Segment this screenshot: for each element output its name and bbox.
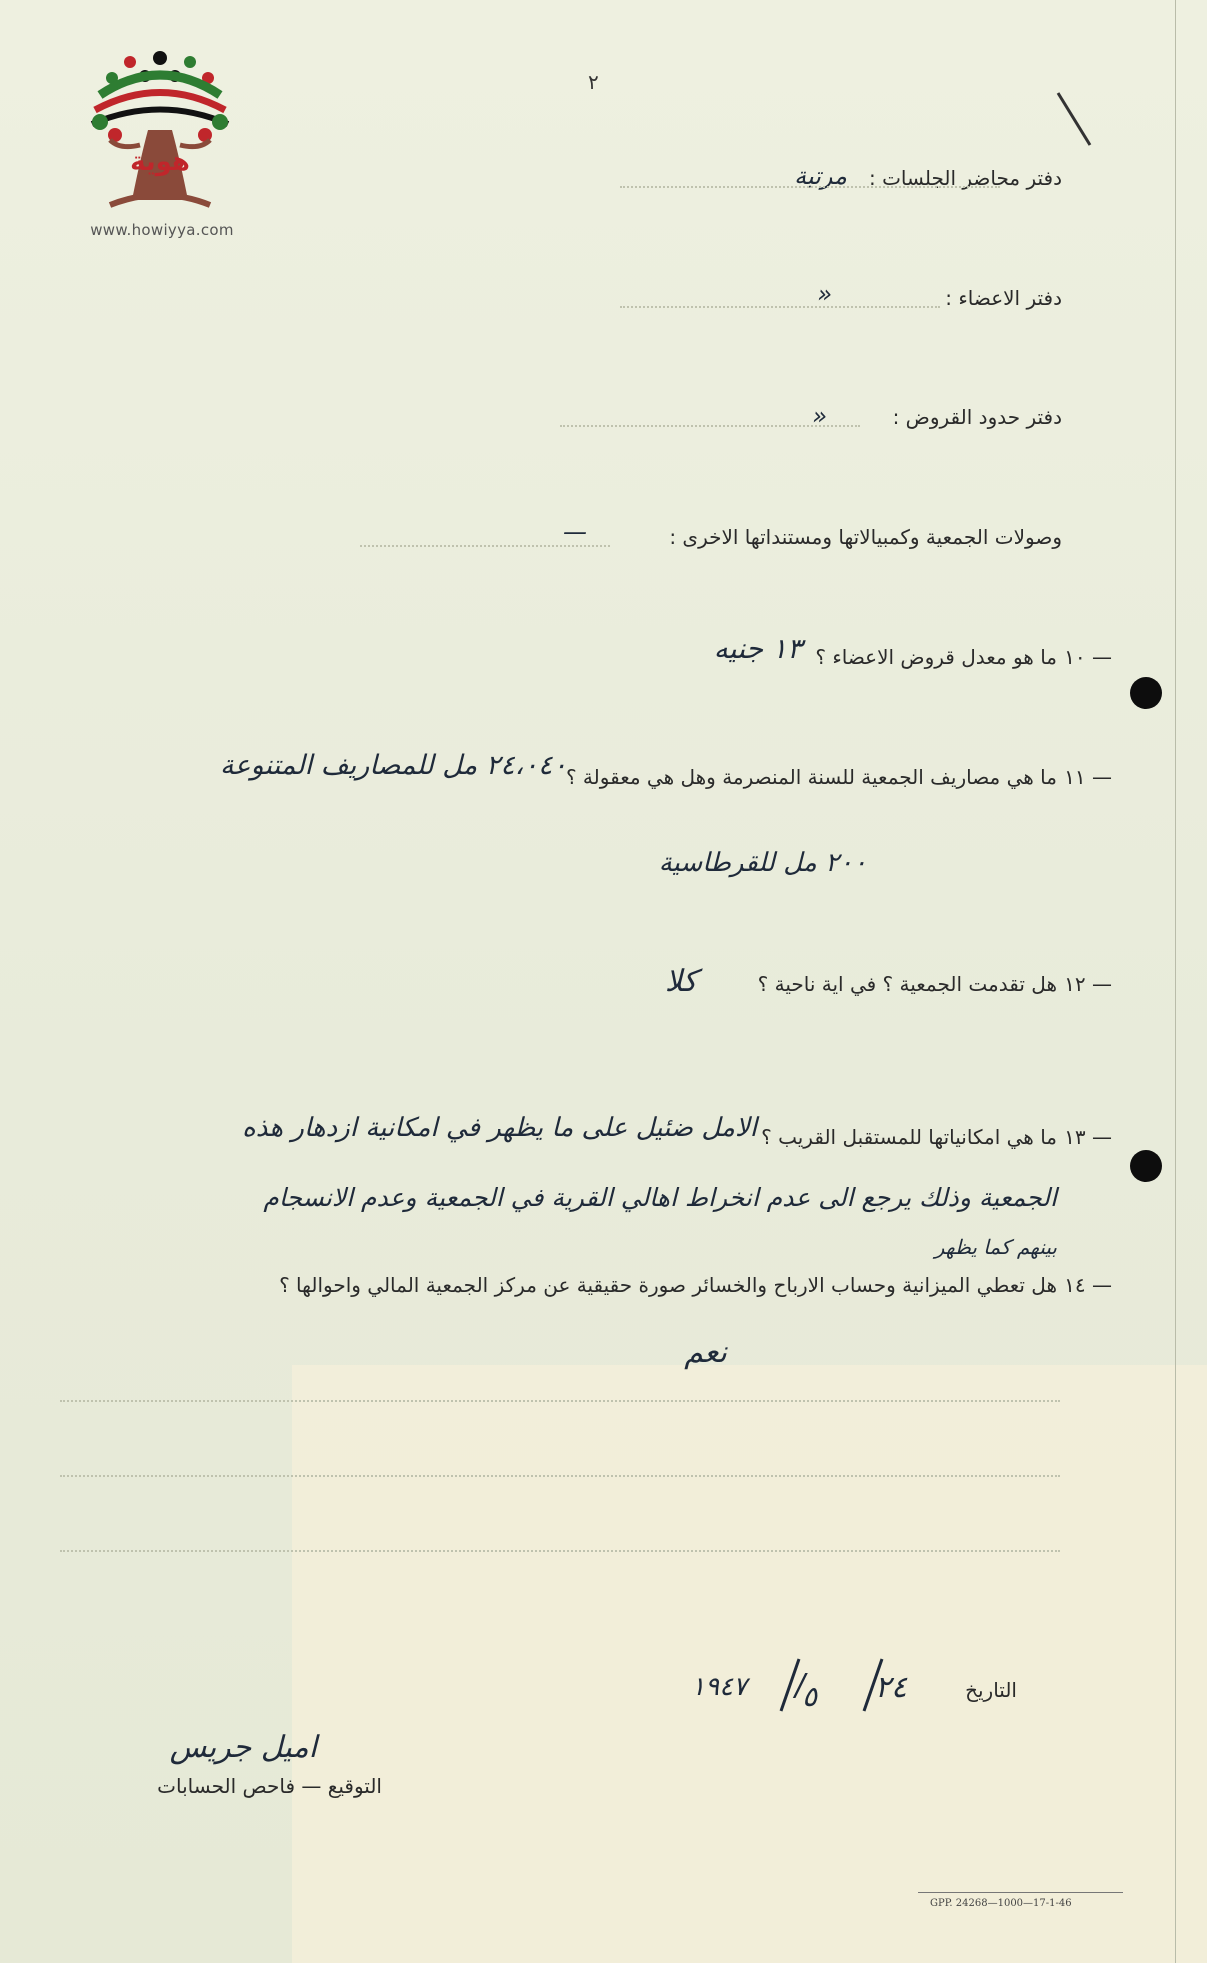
dotted-line <box>60 1550 1060 1552</box>
pencil-mark <box>1050 85 1100 155</box>
paper-edge <box>1175 0 1176 1963</box>
howiyya-logo <box>70 50 250 245</box>
signature-name: اميل جريس <box>169 1730 317 1765</box>
date-year: ١٩٤٧ <box>691 1672 747 1702</box>
punch-hole <box>1130 677 1162 709</box>
date-slash-mark <box>775 1655 805 1715</box>
record-value: مرتبة <box>794 162 847 190</box>
record-label: دفتر محاضر الجلسات : <box>868 166 1062 190</box>
question-number: ١٢ — <box>1064 972 1112 996</box>
logo-arabic-mark: هوية <box>130 147 190 177</box>
question-number: ١٣ — <box>1064 1125 1112 1149</box>
question-text: ما هي مصاريف الجمعية للسنة المنصرمة وهل هي معقولة ؟ <box>565 765 1057 789</box>
record-value: — <box>563 518 587 546</box>
dotted-line <box>360 545 610 547</box>
answer: بينهم كما يظهر <box>934 1235 1057 1259</box>
record-label: وصولات الجمعية وكمبيالاتها ومستنداتها الاخرى : <box>669 525 1062 549</box>
answer: ١٣ جنيه <box>713 632 802 665</box>
printer-code: GPP. 24268—1000—17-1-46 <box>930 1898 1072 1909</box>
punch-hole <box>1130 1150 1162 1182</box>
date-slash-mark <box>858 1655 888 1715</box>
record-label: دفتر الاعضاء : <box>945 286 1062 310</box>
answer: ٢٠٠ مل للقرطاسية <box>658 848 867 878</box>
dotted-line <box>620 306 940 308</box>
dotted-line <box>620 186 1000 188</box>
question-text: هل تقدمت الجمعية ؟ في اية ناحية ؟ <box>757 972 1057 996</box>
question-text: ما هو معدل قروض الاعضاء ؟ <box>815 645 1057 669</box>
question-number: ١٤ — <box>1064 1273 1112 1297</box>
question-text: هل تعطي الميزانية وحساب الارباح والخسائر صورة حقيقية عن مركز الجمعية المالي واحوالها ؟ <box>279 1273 1057 1297</box>
answer: نعم <box>684 1335 727 1370</box>
question-text: ما هي امكانياتها للمستقبل القريب ؟ <box>761 1125 1057 1149</box>
date-slash: / <box>795 1668 806 1703</box>
question-number: ١١ — <box>1064 765 1112 789</box>
logo-url[interactable]: www.howiyya.com <box>90 221 234 239</box>
question-number: ١٠ — <box>1064 645 1112 669</box>
answer: كلا <box>664 964 697 999</box>
date-label: التاريخ <box>965 1678 1017 1702</box>
dotted-line <box>60 1400 1060 1402</box>
answer: الامل ضئيل على ما يظهر في امكانية ازدهار هذه <box>242 1113 757 1143</box>
dotted-line <box>60 1475 1060 1477</box>
paper-stain <box>292 1365 1207 1963</box>
answer: ٢٤،٠٤٠ مل للمصاريف المتنوعة <box>220 750 567 781</box>
answer: الجمعية وذلك يرجع الى عدم انخراط اهالي القرية في الجمعية وعدم الانسجام <box>263 1183 1057 1212</box>
record-value: » <box>812 402 827 430</box>
dotted-line <box>560 425 860 427</box>
date-day: ٢٤ <box>874 1670 907 1705</box>
page-number: ٢ <box>588 70 599 94</box>
record-value: » <box>817 280 832 308</box>
record-label: دفتر حدود القروض : <box>892 405 1062 429</box>
signature-label: التوقيع — فاحص الحسابات <box>157 1774 382 1798</box>
footer-rule <box>918 1892 1123 1893</box>
date-month: ٥ <box>801 1680 817 1713</box>
